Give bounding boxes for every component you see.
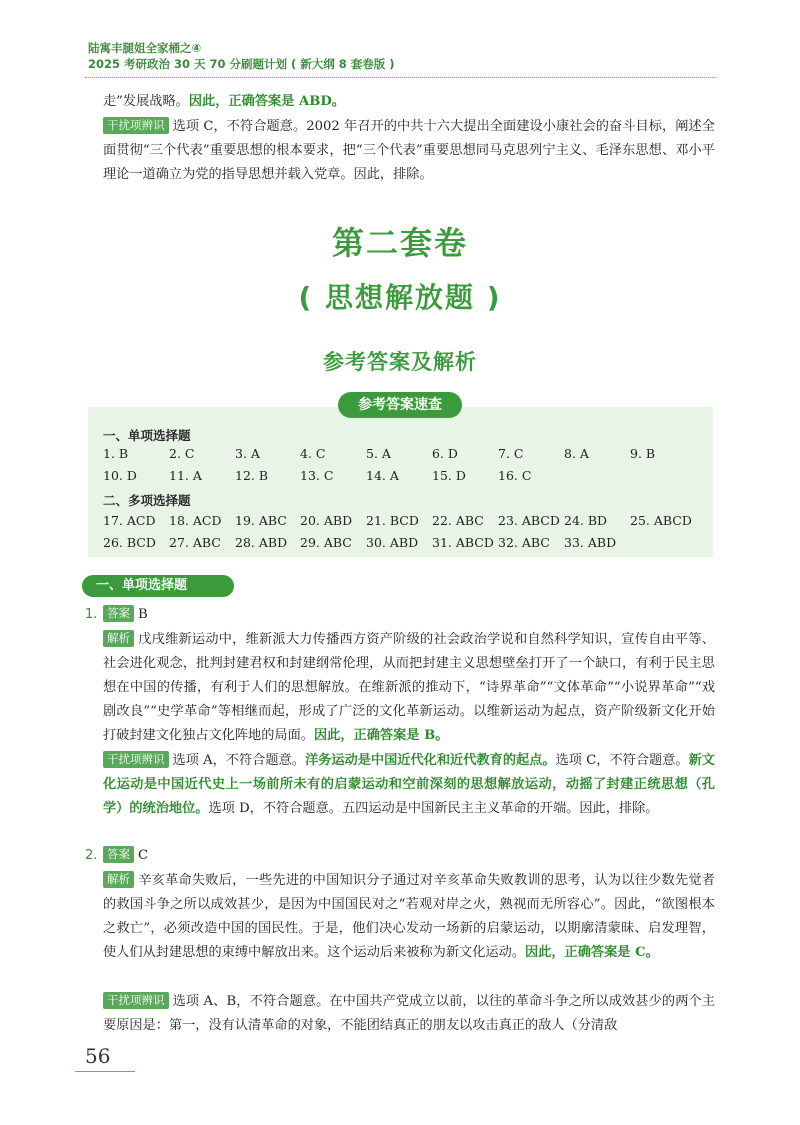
q1-answer: B xyxy=(138,607,148,622)
quick-answer: 13. C xyxy=(300,468,334,483)
quick-answer: 18. ACD xyxy=(169,513,222,528)
quick-answer: 29. ABC xyxy=(300,535,352,550)
intro-answer: 因此，正确答案是 ABD。 xyxy=(188,94,345,109)
q2-distractor xyxy=(103,990,715,1038)
q2-number: 2. xyxy=(85,848,98,863)
section-title: 一、单项选择题 xyxy=(82,575,234,597)
analysis-tag: 解析 xyxy=(103,630,134,647)
q1-d2: 选项 C，不符合题意。 xyxy=(555,753,689,768)
quick-answer: 31. ABCD xyxy=(432,535,494,550)
answer-tag: 答案 xyxy=(103,605,134,622)
q1-analysis-text: 戊戌维新运动中，维新派大力传播西方资产阶级的社会政治学说和自然科学知识，宣传自由平等、社会进化观念，批判封建君权和封建纲常伦理，从而把封建主义思想壁垒打开了一个缺口，有利于民主思想在中国的传播，有利于人们的思想解放。在维新派的推动下，“诗界革命”“文体革命”“小说界革命”“戏剧改良”“史学革命”等相继而起，形成了广泛的文化革新运动。以维新运动为起点，资产阶级新文化开始打破封建文化独占文化阵地的局面。 xyxy=(103,632,715,743)
quick-answer: 5. A xyxy=(366,446,391,461)
quick-answer: 28. ABD xyxy=(235,535,288,550)
quick-answer: 2. C xyxy=(169,446,195,461)
distractor-tag: 干扰项辨识 xyxy=(103,992,169,1009)
quick-answer: 33. ABD xyxy=(564,535,617,550)
quick-answer: 1. B xyxy=(103,446,129,461)
intro-text: 走”发展战略。 xyxy=(103,94,189,109)
set-subtitle: ( 思想解放题 ) xyxy=(298,281,502,314)
q1-distractor xyxy=(103,749,715,821)
header-series: 陆寓丰腿姐全家桶之④ xyxy=(88,41,202,55)
q1-analysis xyxy=(103,628,715,748)
q2-answer-line xyxy=(103,846,148,866)
quick-answer: 19. ABC xyxy=(235,513,287,528)
quick-answer: 15. D xyxy=(432,468,466,483)
page-number-underline xyxy=(75,1071,135,1072)
intro-distractor-text: 选项 C，不符合题意。2002 年召开的中共十六大提出全面建设小康社会的奋斗目标，阐述全面贯彻“三个代表”重要思想的根本要求，把“三个代表”重要思想同马克思列宁主义、毛泽东思想、邓小平理论一道确立为党的指导思想并载入党章。因此，排除。 xyxy=(103,119,715,182)
q2-analysis xyxy=(103,869,715,965)
quick-answer: 14. A xyxy=(366,468,399,483)
quick-answer: 9. B xyxy=(630,446,656,461)
quick-multi-title: 二、多项选择题 xyxy=(103,493,191,508)
quick-answer: 30. ABD xyxy=(366,535,419,550)
q1-d1: 选项 A，不符合题意。 xyxy=(172,753,305,768)
q1-d2-note: 新文化运动是中国近代史上一场前所未有的启蒙运动和空前深刻的思想解放运动，动摇了封建正统思想（孔学）的统治地位。 xyxy=(103,753,715,816)
quick-answer: 8. A xyxy=(564,446,589,461)
q1-answer-line xyxy=(103,605,148,625)
quick-answer: 3. A xyxy=(235,446,260,461)
quick-answer: 20. ABD xyxy=(300,513,353,528)
analysis-tag: 解析 xyxy=(103,871,134,888)
q2-correct: 因此，正确答案是 C。 xyxy=(525,945,659,960)
q2-answer: C xyxy=(138,848,149,863)
quick-answer: 4. C xyxy=(300,446,326,461)
quick-answer: 22. ABC xyxy=(432,513,484,528)
q2-d1: 选项 A、B，不符合题意。在中国共产党成立以前，以往的革命斗争之所以成效甚少的两个主要原因是：第一，没有认清革命的对象，不能团结真正的朋友以攻击真正的敌人（分清敌 xyxy=(103,994,715,1033)
quick-answer: 12. B xyxy=(235,468,269,483)
answers-heading: 参考答案及解析 xyxy=(323,350,477,374)
quick-answer: 11. A xyxy=(169,468,202,483)
quick-answer: 16. C xyxy=(498,468,532,483)
quick-answer: 25. ABCD xyxy=(630,513,692,528)
intro-distractor xyxy=(103,115,715,187)
quick-answer: 17. ACD xyxy=(103,513,156,528)
q1-d3: 选项 D，不符合题意。五四运动是中国新民主主义革命的开端。因此，排除。 xyxy=(208,801,659,816)
quick-answer-title: 参考答案速查 xyxy=(338,392,462,418)
distractor-tag: 干扰项辨识 xyxy=(103,751,169,768)
intro-line xyxy=(103,90,715,114)
header-divider xyxy=(85,77,715,78)
q1-d1-note: 洋务运动是中国近代化和近代教育的起点。 xyxy=(304,753,556,768)
q2-analysis-text: 辛亥革命失败后，一些先进的中国知识分子通过对辛亥革命失败教训的思考，认为以往少数先觉者的救国斗争之所以成效甚少，是因为中国国民对之“若观对岸之火，熟视而无所容心”。因此，“欲图根本之救亡”，必须改造中国的国民性。于是，他们决心发动一场新的启蒙运动，以期廓清蒙昧、启发理智，使人们从封建思想的束缚中解放出来。这个运动后来被称为新文化运动。 xyxy=(103,873,715,960)
set-title: 第二套卷 xyxy=(331,224,468,262)
quick-answer: 21. BCD xyxy=(366,513,419,528)
quick-answer: 7. C xyxy=(498,446,524,461)
distractor-tag: 干扰项辨识 xyxy=(103,117,169,134)
q1-correct: 因此，正确答案是 B。 xyxy=(314,728,449,743)
quick-answer: 32. ABC xyxy=(498,535,550,550)
q1-number: 1. xyxy=(85,607,98,622)
quick-answer: 24. BD xyxy=(564,513,608,528)
quick-answer: 23. ABCD xyxy=(498,513,560,528)
quick-answer: 27. ABC xyxy=(169,535,221,550)
quick-answer: 6. D xyxy=(432,446,458,461)
running-header xyxy=(88,40,395,72)
quick-answer: 10. D xyxy=(103,468,137,483)
page-number: 56 xyxy=(85,1044,111,1068)
answer-tag: 答案 xyxy=(103,846,134,863)
quick-single-title: 一、单项选择题 xyxy=(103,428,191,443)
header-book-title: 2025 考研政治 30 天 70 分刷题计划 ( 新大纲 8 套卷版 ) xyxy=(88,57,395,71)
quick-answer: 26. BCD xyxy=(103,535,156,550)
